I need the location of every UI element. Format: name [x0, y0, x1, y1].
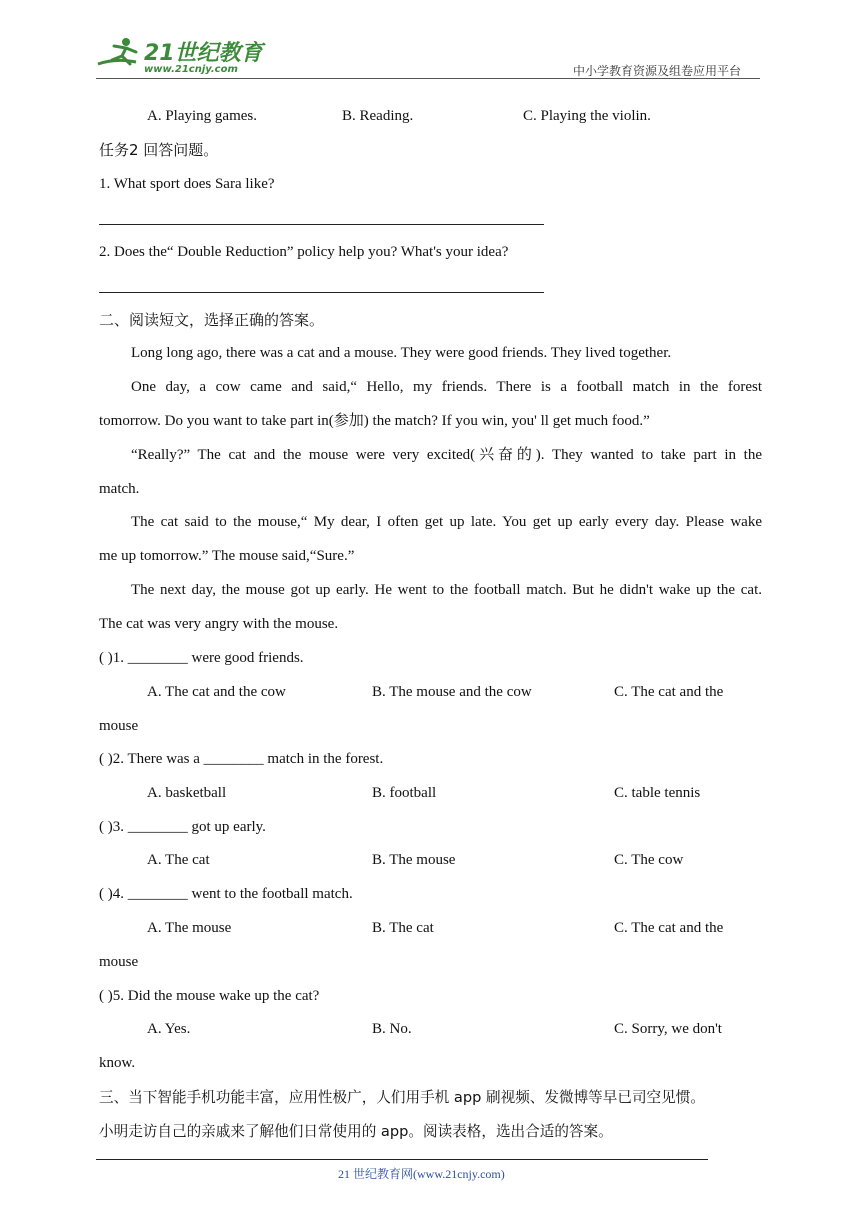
question-3-option-b[interactable]: B. The mouse	[372, 852, 456, 868]
question-2-option-a[interactable]: A. basketball	[147, 785, 227, 801]
task2-question-1: 1. What sport does Sara like?	[99, 176, 275, 192]
section3-intro-line-2: 小明走访自己的亲戚来了解他们日常使用的 app。阅读表格，选出合适的答案。	[99, 1123, 613, 1140]
passage-paragraph-2-line-2: tomorrow. Do you want to take part in(参加) the match? If you win, you' ll get much food.”	[99, 413, 650, 429]
question-5-option-c-wrap: know.	[99, 1055, 136, 1071]
question-1-option-b[interactable]: B. The mouse and the cow	[372, 684, 532, 700]
passage-paragraph-4-line-1: The cat said to the mouse,“ My dear, I often get up late. You get up early every day. Please wake	[131, 514, 762, 530]
question-1-stem: ( )1. ________ were good friends.	[99, 650, 304, 666]
task1-option-c: C. Playing the violin.	[523, 108, 651, 124]
section3-intro-line-1: 三、当下智能手机功能丰富，应用性极广，人们用手机 app 刷视频、发微博等早已司空见惯。	[99, 1089, 705, 1106]
question-4-option-b[interactable]: B. The cat	[372, 920, 434, 936]
question-5-option-b[interactable]: B. No.	[372, 1021, 412, 1037]
footer-link[interactable]: 21 世纪教育网(www.21cnjy.com)	[338, 1167, 505, 1181]
footer-divider	[96, 1159, 708, 1160]
question-5-stem: ( )5. Did the mouse wake up the cat?	[99, 988, 320, 1004]
question-1-option-c[interactable]: C. The cat and the	[614, 684, 724, 700]
task1-option-a: A. Playing games.	[147, 108, 257, 124]
logo-url-text: www.21cnjy.com	[144, 64, 238, 75]
passage-paragraph-3-line-2: match.	[99, 481, 140, 497]
question-4-option-a[interactable]: A. The mouse	[147, 920, 232, 936]
question-1-option-a[interactable]: A. The cat and the cow	[147, 684, 286, 700]
question-4-option-c[interactable]: C. The cat and the	[614, 920, 724, 936]
passage-paragraph-5-line-2: The cat was very angry with the mouse.	[99, 616, 339, 632]
task1-option-b: B. Reading.	[342, 108, 414, 124]
header-divider	[96, 78, 760, 79]
passage-paragraph-3-line-1: “Really?” The cat and the mouse were very excited(兴奋的). They wanted to take part in the	[131, 447, 762, 463]
passage-paragraph-5-line-1: The next day, the mouse got up early. He went to the football match. But he didn't wake up the cat.	[131, 582, 762, 598]
answer-line-2[interactable]	[99, 292, 544, 293]
question-2-stem: ( )2. There was a ________ match in the forest.	[99, 751, 384, 767]
answer-line-1[interactable]	[99, 224, 544, 225]
question-4-stem: ( )4. ________ went to the football match.	[99, 886, 353, 902]
logo-main-text: 21世纪教育	[144, 41, 263, 66]
question-2-option-c[interactable]: C. table tennis	[614, 785, 701, 801]
question-3-stem: ( )3. ________ got up early.	[99, 819, 266, 835]
passage-paragraph-2-line-1: One day, a cow came and said,“ Hello, my friends. There is a football match in the forest	[131, 379, 762, 395]
task2-question-2: 2. Does the“ Double Reduction” policy help you? What's your idea?	[99, 244, 509, 260]
passage-paragraph-1: Long long ago, there was a cat and a mouse. They were good friends. They lived together.	[131, 345, 672, 361]
section2-title: 二、阅读短文，选择正确的答案。	[99, 311, 325, 329]
question-5-option-a[interactable]: A. Yes.	[147, 1021, 191, 1037]
question-4-option-c-wrap: mouse	[99, 954, 139, 970]
question-1-option-c-wrap: mouse	[99, 718, 139, 734]
site-name: 中小学教育资源及组卷应用平台	[573, 64, 742, 78]
question-5-option-c[interactable]: C. Sorry, we don't	[614, 1021, 722, 1037]
task2-title: 任务2 回答问题。	[99, 141, 219, 159]
question-3-option-c[interactable]: C. The cow	[614, 852, 684, 868]
passage-paragraph-4-line-2: me up tomorrow.” The mouse said,“Sure.”	[99, 548, 355, 564]
question-3-option-a[interactable]: A. The cat	[147, 852, 210, 868]
site-logo	[96, 34, 266, 78]
question-2-option-b[interactable]: B. football	[372, 785, 437, 801]
